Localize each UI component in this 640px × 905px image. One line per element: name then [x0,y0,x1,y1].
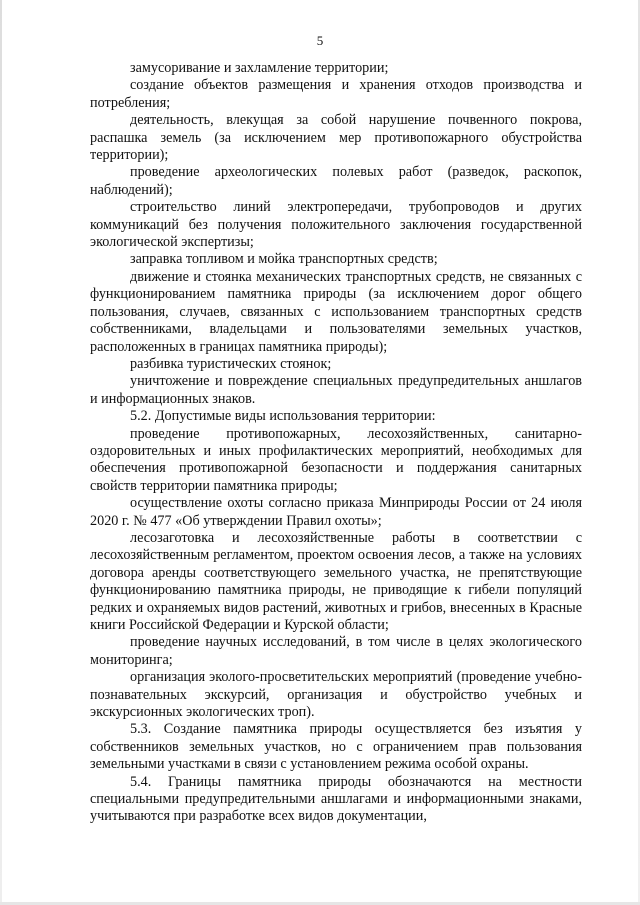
paragraph: замусоривание и захламление территории; [130,60,389,76]
section-5-4: 5.4. Границы памятника природы обозначаются на местности специальными предупредительными аншлагами и информационными знаками, учитываются при разработке всех видов документации, [90,773,582,825]
paragraph: организация эколого-просветительских мероприятий (проведение учебно-познавательных экскурсий, организация и обустройство учебных и экскурсионных экологических троп). [90,669,582,721]
paragraph: осуществление охоты согласно приказа Минприроды России от 24 июля 2020 г. № 477 «Об утверждении Правил охоты»; [90,495,582,529]
paragraph: лесозаготовка и лесохозяйственные работы в соответствии с лесохозяйственным регламентом, проектом освоения лесов, а также на условиях договора аренды соответствующего земельного участка, не препятствующие функционированию памятника природы, не приводящие к гибели популяций редких и охраняемых видов растений, животных и грибов, внесенных в Красные книги Российской Федерации и Курской области; [90,529,582,633]
page-left-edge [0,0,2,905]
paragraph: уничтожение и повреждение специальных предупредительных аншлагов и информационных знаков. [90,373,582,407]
paragraph: проведение противопожарных, лесохозяйственных, санитарно-оздоровительных и иных профилактических мероприятий, необходимых для обеспечения противопожарной безопасности и поддержания санитарных свойств территории памятника природы; [90,425,582,494]
page-number: 5 [316,33,324,48]
paragraph: проведение научных исследований, в том числе в целях экологического мониторинга; [90,634,582,668]
paragraph: создание объектов размещения и хранения отходов производства и потребления; [90,77,582,111]
paragraph: заправка топливом и мойка транспортных средств; [130,251,438,268]
section-5-3: 5.3. Создание памятника природы осуществляется без изъятия у собственников земельных участков, но с ограничением прав пользования земельными участками в связи с установлением режима особой охраны. [90,721,582,773]
paragraph: деятельность, влекущая за собой нарушение почвенного покрова, распашка земель (за исключением мер противопожарного обустройства территории); [90,112,582,164]
document-body [90,60,582,826]
paragraph: строительство линий электропередачи, трубопроводов и других коммуникаций без получения положительного заключения государственной экологической экспертизы; [90,199,582,251]
paragraph: движение и стоянка механических транспортных средств, не связанных с функционированием памятника природы (за исключением дорог общего пользования, случаев, связанных с использованием транспортных средств собственниками, владельцами и пользователями земельных участков, расположенных в границах памятника природы); [90,268,582,355]
section-heading-5-2: 5.2. Допустимые виды использования территории: [130,408,436,425]
paragraph: разбивка туристических стоянок; [130,355,332,372]
paragraph: проведение археологических полевых работ (разведок, раскопок, наблюдений); [90,164,582,198]
